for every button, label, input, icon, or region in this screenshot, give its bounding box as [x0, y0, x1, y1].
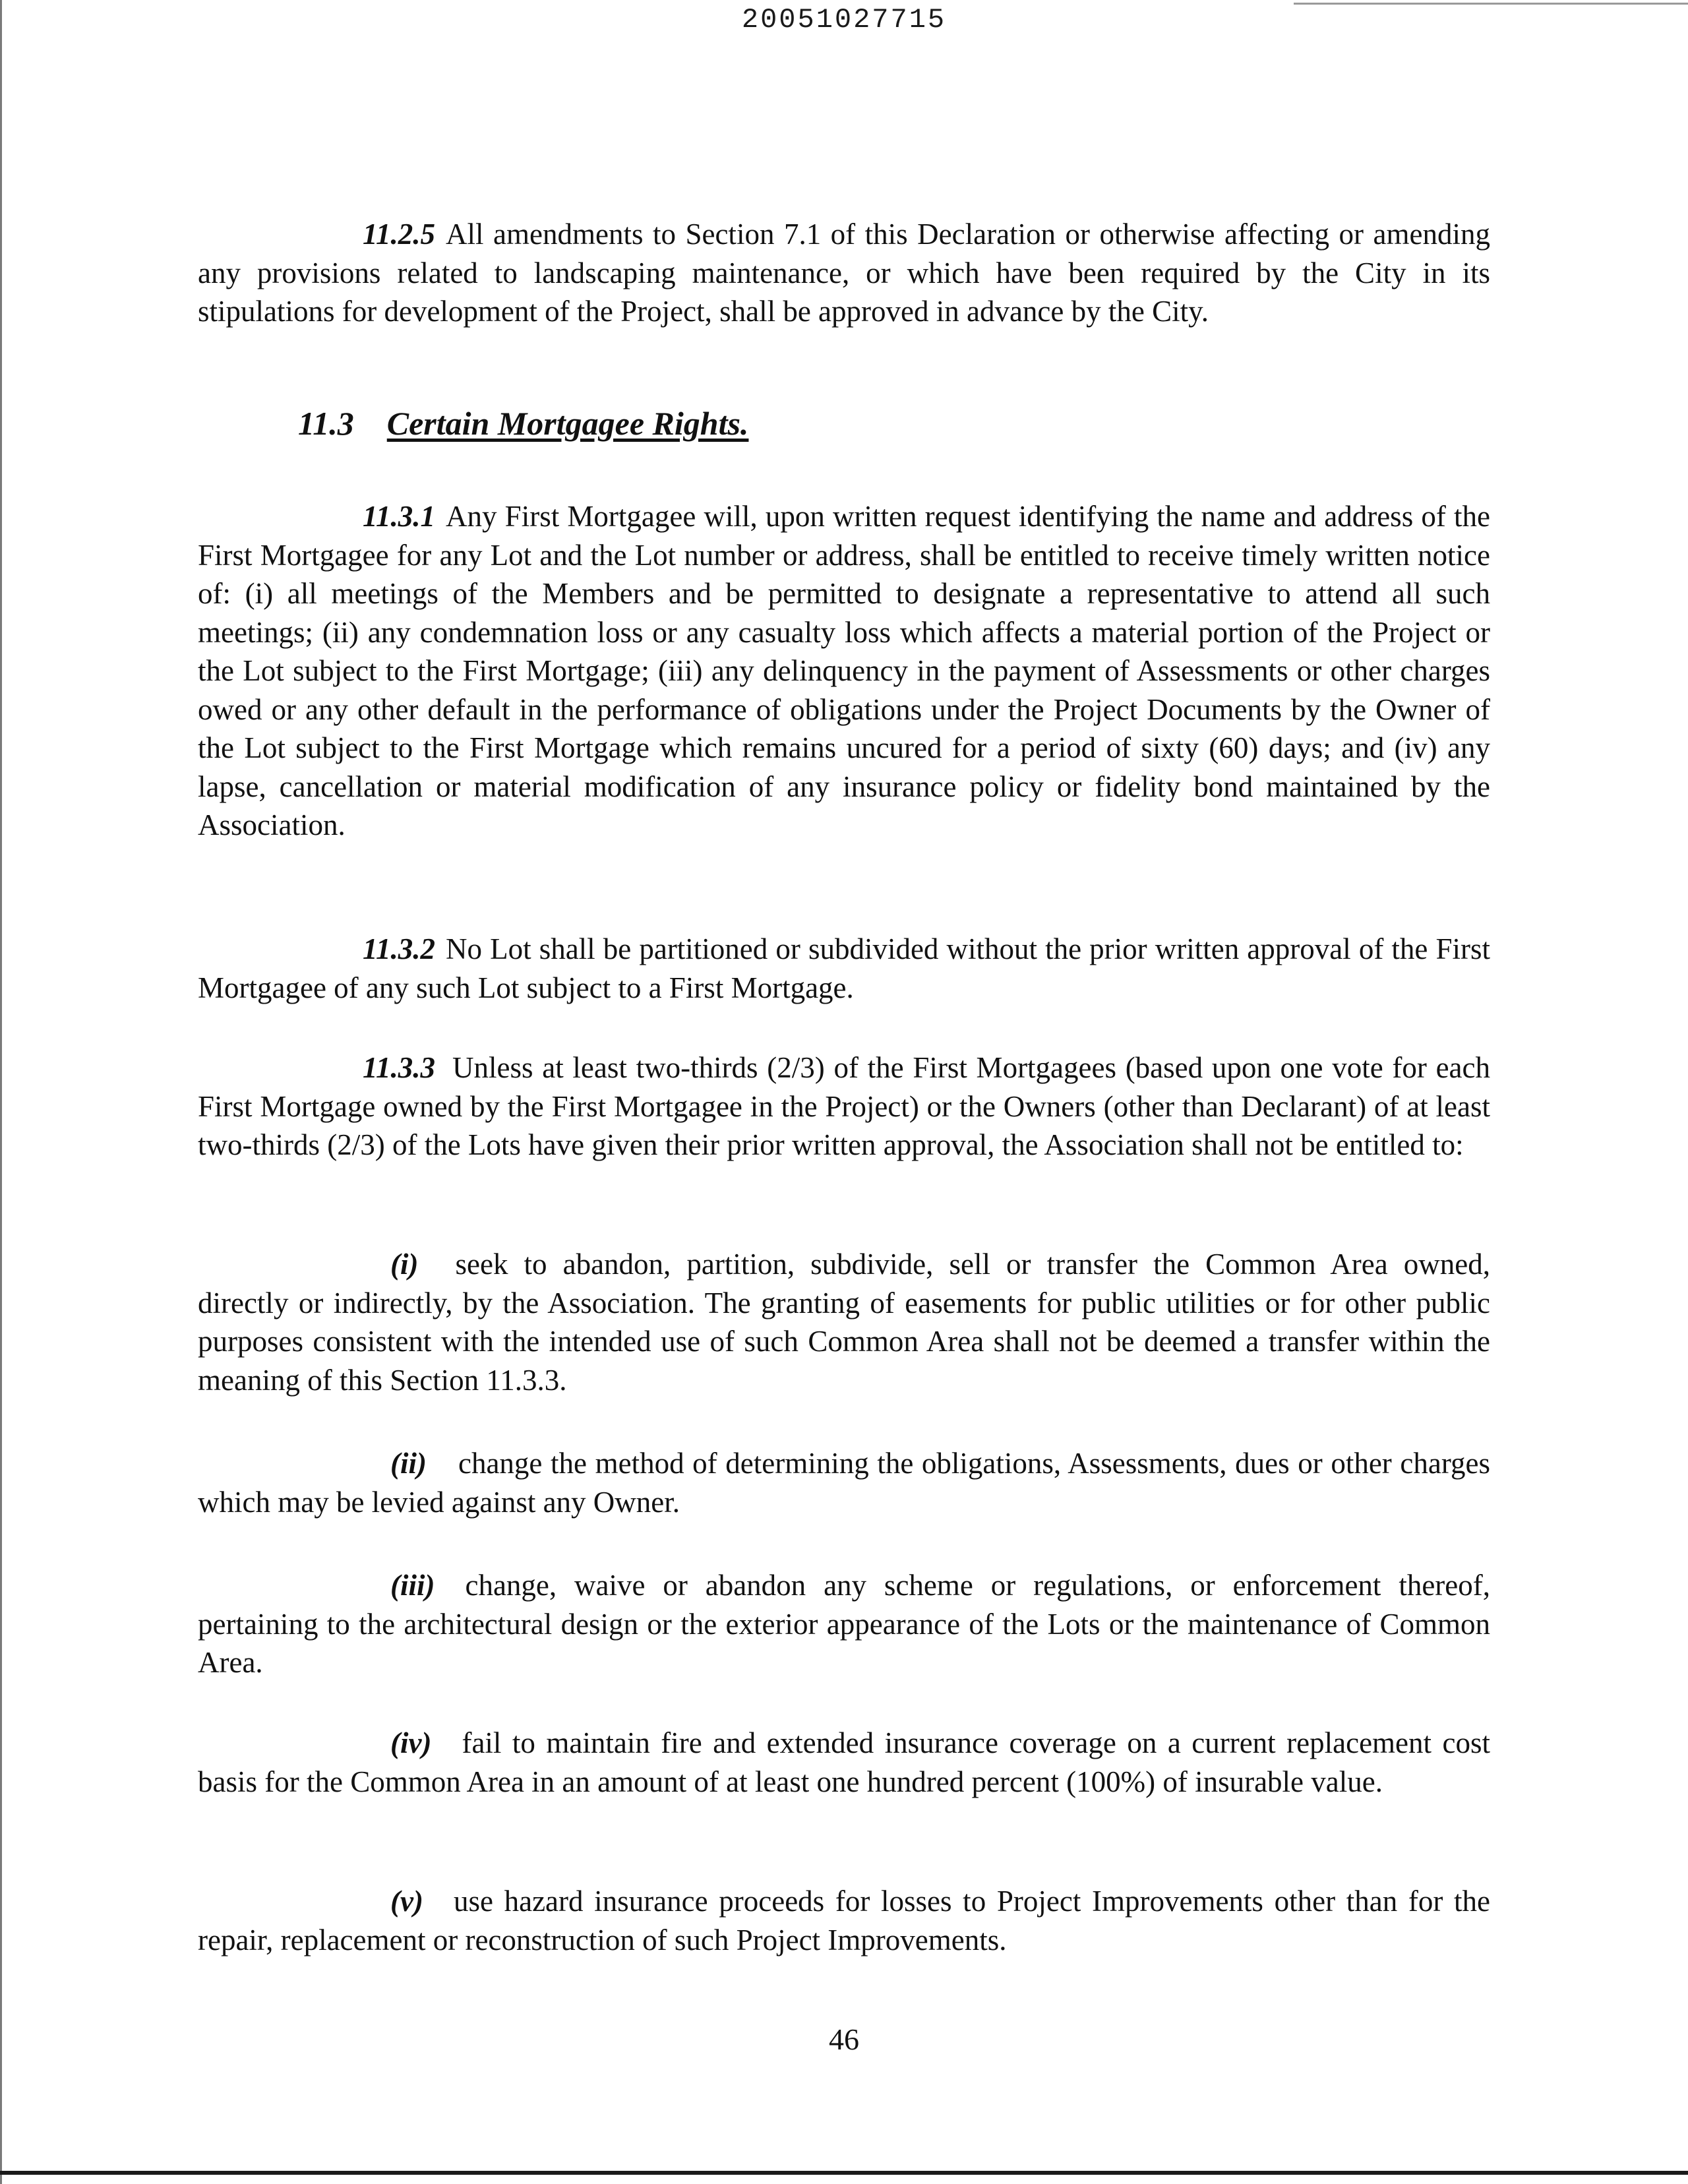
section-title: Certain Mortgagee Rights. — [386, 405, 749, 442]
section-11-3-heading — [298, 404, 748, 443]
section-text: No Lot shall be partitioned or subdivided without the prior written approval of the First Mortgagee of any such Lot subject to a First Mortgage. — [198, 932, 1490, 1004]
item-number: (v) — [390, 1885, 423, 1918]
item-number: (i) — [390, 1248, 419, 1281]
subitem-ii — [198, 1444, 1490, 1521]
section-text: Unless at least two-thirds (2/3) of the First Mortgagees (based upon one vote for each First Mortgage owned by the First Mortgagee in the Project) or the Owners (other than Declarant) of at least two-thirds (2/3) of the Lots have given their prior written approval, the Association shall not be entitled to: — [198, 1051, 1490, 1161]
item-number: (iii) — [390, 1569, 435, 1602]
page-number: 46 — [829, 2022, 859, 2056]
subitem-iii — [198, 1566, 1490, 1682]
item-text: use hazard insurance proceeds for losses to Project Improvements other than for the repair, replacement or reconstruction of such Project Improvements. — [198, 1885, 1490, 1957]
item-text: change, waive or abandon any scheme or regulations, or enforcement thereof, pertaining to the architectural design or the exterior appearance of the Lots or the maintenance of Common Area. — [198, 1569, 1490, 1679]
section-number: 11.3 — [298, 405, 354, 442]
subitem-i — [198, 1245, 1490, 1399]
scan-left-edge — [0, 0, 2, 2184]
section-number: 11.3.1 — [363, 500, 436, 533]
section-11-3-2 — [198, 930, 1490, 1007]
subitem-iv — [198, 1724, 1490, 1801]
scan-bottom-rule — [0, 2171, 1688, 2175]
section-text: All amendments to Section 7.1 of this Declaration or otherwise affecting or amending any provisions related to landscaping maintenance, or which have been required by the City in its stipulations for development of the Project, shall be approved in advance by the City. — [198, 218, 1490, 328]
subitem-v — [198, 1882, 1490, 1959]
section-11-2-5 — [198, 215, 1490, 331]
item-text: seek to abandon, partition, subdivide, sell or transfer the Common Area owned, directly or indirectly, by the Association. The granting of easements for public utilities or for other public purposes consistent with the intended use of such Common Area shall not be deemed a transfer within the meaning of this Section 11.3.3. — [198, 1248, 1490, 1397]
section-11-3-1 — [198, 497, 1490, 845]
section-number: 11.3.3 — [363, 1051, 436, 1084]
item-text: change the method of determining the obligations, Assessments, dues or other charges which may be levied against any Owner. — [198, 1447, 1490, 1519]
section-number: 11.3.2 — [363, 932, 436, 965]
section-11-3-3 — [198, 1048, 1490, 1165]
section-number: 11.2.5 — [363, 218, 436, 251]
item-text: fail to maintain fire and extended insurance coverage on a current replacement cost basis for the Common Area in an amount of at least one hundred percent (100%) of insurable value. — [198, 1726, 1490, 1798]
item-number: (ii) — [390, 1447, 427, 1480]
document-number: 20051027715 — [741, 4, 947, 36]
item-number: (iv) — [390, 1726, 432, 1759]
section-text: Any First Mortgagee will, upon written request identifying the name and address of the First Mortgagee for any Lot and the Lot number or address, shall be entitled to receive timely written notice of: (i) all meetings of the Members and be permitted to designate a representative to attend all such meetings; (ii) any condemnation loss or any casualty loss which affects a material portion of the Project or the Lot subject to the First Mortgage; (iii) any delinquency in the payment of Assessments or other charges owed or any other default in the performance of obligations under the Project Documents by the Owner of the Lot subject to the First Mortgage which remains uncured for a period of sixty (60) days; and (iv) any lapse, cancellation or material modification of any insurance policy or fidelity bond maintained by the Association. — [198, 500, 1490, 841]
